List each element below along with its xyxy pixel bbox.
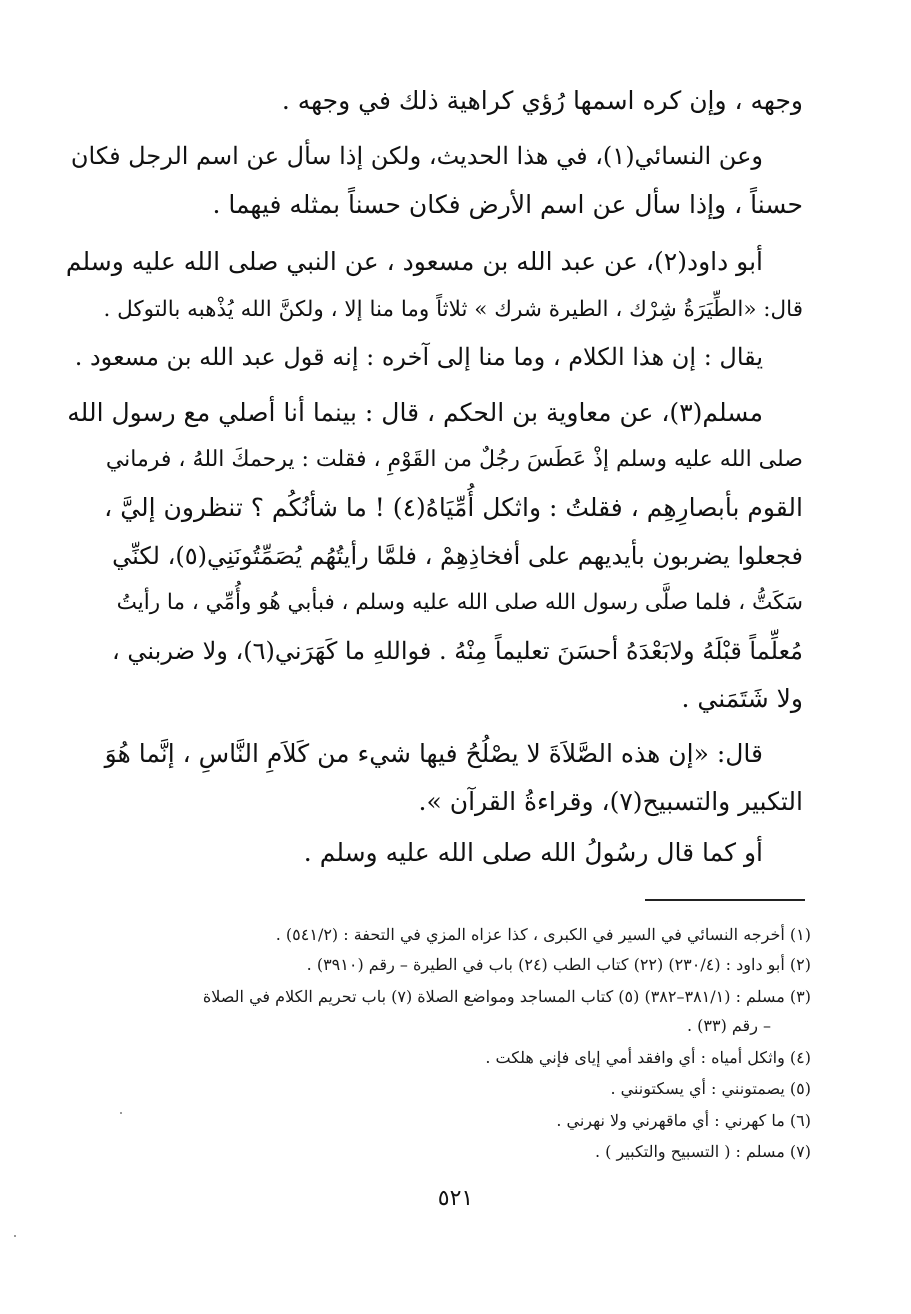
body-line: التكبير والتسبيح(٧)، وقراءةُ القرآن ». <box>418 787 803 816</box>
footnote: (٦) ما كهرني : أي ماقهرني ولا نهرني . <box>556 1111 811 1130</box>
body-line: القوم بأبصارِهِم ، فقلتُ : واثكل أُمِّيَاهُ(٤) ! ما شأنُكُم ؟ تنظرون إليَّ ، <box>104 493 803 522</box>
footnote: (٥) يصمتونني : أي يسكتونني . <box>610 1079 811 1098</box>
body-line: حسناً ، وإذا سأل عن اسم الأرض فكان حسناً بمثله فيهما . <box>212 190 803 219</box>
body-line: وجهه ، وإن كره اسمها رُؤي كراهية ذلك في وجهه . <box>281 86 803 115</box>
body-line: يقال : إن هذا الكلام ، وما منا إلى آخره : إنه قول عبد الله بن مسعود . <box>74 343 763 371</box>
body-line: أو كما قال رسُولُ الله صلى الله عليه وسلم . <box>303 838 763 867</box>
body-line: سَكَتُّ ، فلما صلَّى رسول الله صلى الله عليه وسلم ، فبأبي هُو وأُمِّي ، ما رأيتُ <box>116 590 803 615</box>
body-line: أبو داود(٢)، عن عبد الله بن مسعود ، عن النبي صلى الله عليه وسلم <box>65 247 763 276</box>
footnote: (٣) مسلم : (٣٨١/١–٣٨٢) (٥) كتاب المساجد ومواضع الصلاة (٧) باب تحريم الكلام في الصلاة <box>202 987 811 1006</box>
body-line: مُعلِّماً قبْلَهُ ولابَعْدَهُ أحسَنَ تعليماً مِنْهُ . فواللهِ ما كَهَرَني(٦)، ولا ضربني ، <box>112 637 803 665</box>
body-line: مسلم(٣)، عن معاوية بن الحكم ، قال : بينما أنا أصلي مع رسول الله <box>67 398 763 427</box>
footnote: (١) أخرجه النسائي في السير في الكبرى ، كذا عزاه المزي في التحفة : (٥٤١/٢) . <box>275 925 811 944</box>
footnote-separator <box>645 899 805 901</box>
footnote-continuation: – رقم (٣٣) . <box>686 1016 771 1035</box>
footnote: (٢) أبو داود : (٢٣٠/٤) (٢٢) كتاب الطب (٢٤) باب في الطيرة – رقم (٣٩١٠) . <box>306 955 811 974</box>
scan-speck <box>120 1112 122 1114</box>
footnote: (٧) مسلم : ( التسبيح والتكبير ) . <box>594 1142 811 1161</box>
scan-speck <box>14 1235 16 1237</box>
body-line: قال: «إن هذه الصَّلاَةَ لا يصْلُحُ فيها شيء من كَلاَمِ النَّاسِ ، إنَّما هُوَ <box>104 739 763 768</box>
page-number: ٥٢١ <box>437 1186 474 1211</box>
body-line: ولا شَتَمَني . <box>681 684 803 713</box>
body-line: قال: «الطِّيَرَةُ شِرْك ، الطيرة شرك » ثلاثاً وما منا إلا ، ولكنَّ الله يُذْهبه بالتوكل . <box>103 297 803 322</box>
body-line: وعن النسائي(١)، في هذا الحديث، ولكن إذا سأل عن اسم الرجل فكان <box>70 142 763 170</box>
body-line: صلى الله عليه وسلم إذْ عَطَسَ رجُلٌ من القَوْمِ ، فقلت : يرحمكَ اللهُ ، فرماني <box>105 447 803 472</box>
footnote: (٤) واثكل أمياه : أي وافقد أمي إياى فإني هلكت . <box>485 1048 811 1067</box>
body-line: فجعلوا يضربون بأيديهم على أفخاذِهِمْ ، فلمَّا رأيتُهُم يُصَمِّتُونَنِي(٥)، لكنِّي <box>112 542 803 570</box>
